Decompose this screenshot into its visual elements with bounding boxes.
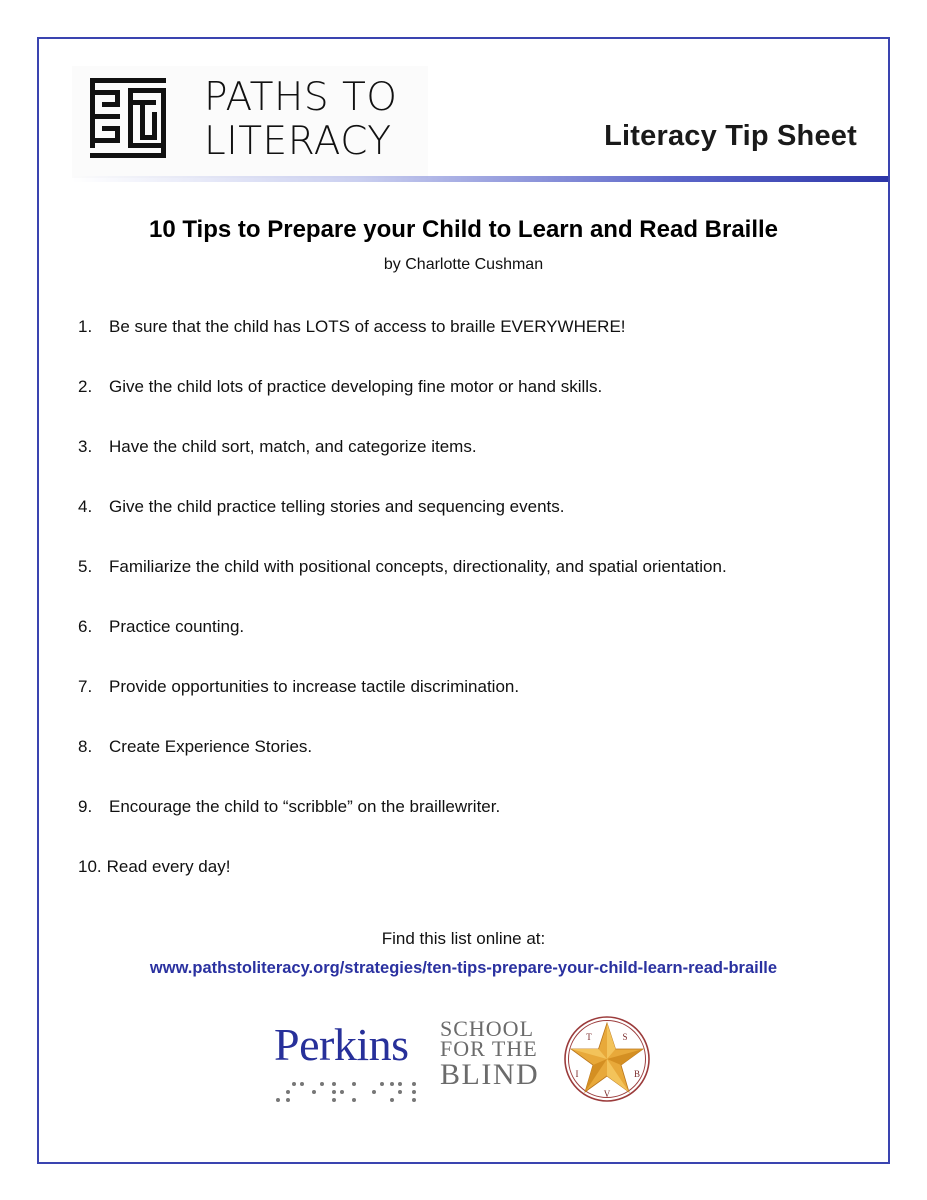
paths-to-literacy-logo bbox=[72, 66, 428, 178]
logo-line-2: LITERACY bbox=[204, 119, 392, 164]
seal-letter-v: V bbox=[603, 1089, 611, 1099]
school-line-2: FOR THE bbox=[440, 1036, 538, 1061]
list-item bbox=[78, 677, 727, 737]
item-text: Familiarize the child with positional concepts, directionality, and spatial orientation. bbox=[109, 557, 727, 576]
item-text: Have the child sort, match, and categorize items. bbox=[109, 437, 477, 456]
list-item bbox=[78, 377, 727, 437]
item-text: Encourage the child to “scribble” on the braillewriter. bbox=[109, 797, 501, 816]
list-item bbox=[78, 437, 727, 497]
tips-list bbox=[78, 317, 727, 917]
item-number: 9. bbox=[78, 797, 93, 816]
list-item bbox=[78, 617, 727, 677]
maze-glyph-icon bbox=[90, 78, 166, 158]
byline: by Charlotte Cushman bbox=[383, 256, 544, 273]
list-item bbox=[78, 497, 727, 557]
item-number: 3. bbox=[78, 437, 93, 456]
school-line-3: BLIND bbox=[440, 1058, 540, 1091]
header-divider bbox=[72, 176, 888, 182]
item-number: 10. bbox=[78, 857, 102, 876]
seal-letter-t: T bbox=[586, 1032, 592, 1042]
item-text: Be sure that the child has LOTS of access to braille EVERYWHERE! bbox=[109, 317, 626, 336]
item-number: 2. bbox=[78, 377, 93, 396]
list-item bbox=[78, 317, 727, 377]
list-item bbox=[78, 857, 727, 917]
item-number: 4. bbox=[78, 497, 93, 516]
item-number: 8. bbox=[78, 737, 93, 756]
source-link[interactable]: www.pathstoliteracy.org/strategies/ten-tips-prepare-your-child-learn-read-braille bbox=[149, 959, 778, 977]
item-text: Create Experience Stories. bbox=[109, 737, 313, 756]
item-text: Practice counting. bbox=[109, 617, 245, 636]
item-number: 5. bbox=[78, 557, 93, 576]
seal-letter-i: I bbox=[575, 1069, 579, 1079]
item-text: Give the child lots of practice developing fine motor or hand skills. bbox=[109, 377, 603, 396]
logo-line-1: PATHS TO bbox=[204, 75, 398, 120]
item-number: 6. bbox=[78, 617, 93, 636]
page-title: 10 Tips to Prepare your Child to Learn and Read Braille bbox=[148, 216, 779, 243]
list-item bbox=[78, 557, 727, 617]
list-item bbox=[78, 797, 727, 857]
sheet-label: Literacy Tip Sheet bbox=[604, 120, 857, 152]
seal-letter-s: S bbox=[622, 1032, 628, 1042]
seal-letter-b: B bbox=[633, 1069, 641, 1079]
school-line-1: SCHOOL bbox=[440, 1016, 535, 1041]
item-text: Read every day! bbox=[106, 857, 231, 876]
item-text: Provide opportunities to increase tactile discrimination. bbox=[109, 677, 520, 696]
perkins-logo-wordmark: Perkins bbox=[274, 1019, 409, 1070]
list-item bbox=[78, 737, 727, 797]
star-seal-icon bbox=[563, 1015, 651, 1103]
logo-wordmark bbox=[204, 76, 398, 164]
item-number: 1. bbox=[78, 317, 93, 336]
item-number: 7. bbox=[78, 677, 93, 696]
braille-dots-icon bbox=[274, 1080, 434, 1104]
find-online-label: Find this list online at: bbox=[381, 929, 546, 948]
school-for-the-blind-wordmark bbox=[440, 1016, 540, 1091]
item-text: Give the child practice telling stories and sequencing events. bbox=[109, 497, 565, 516]
